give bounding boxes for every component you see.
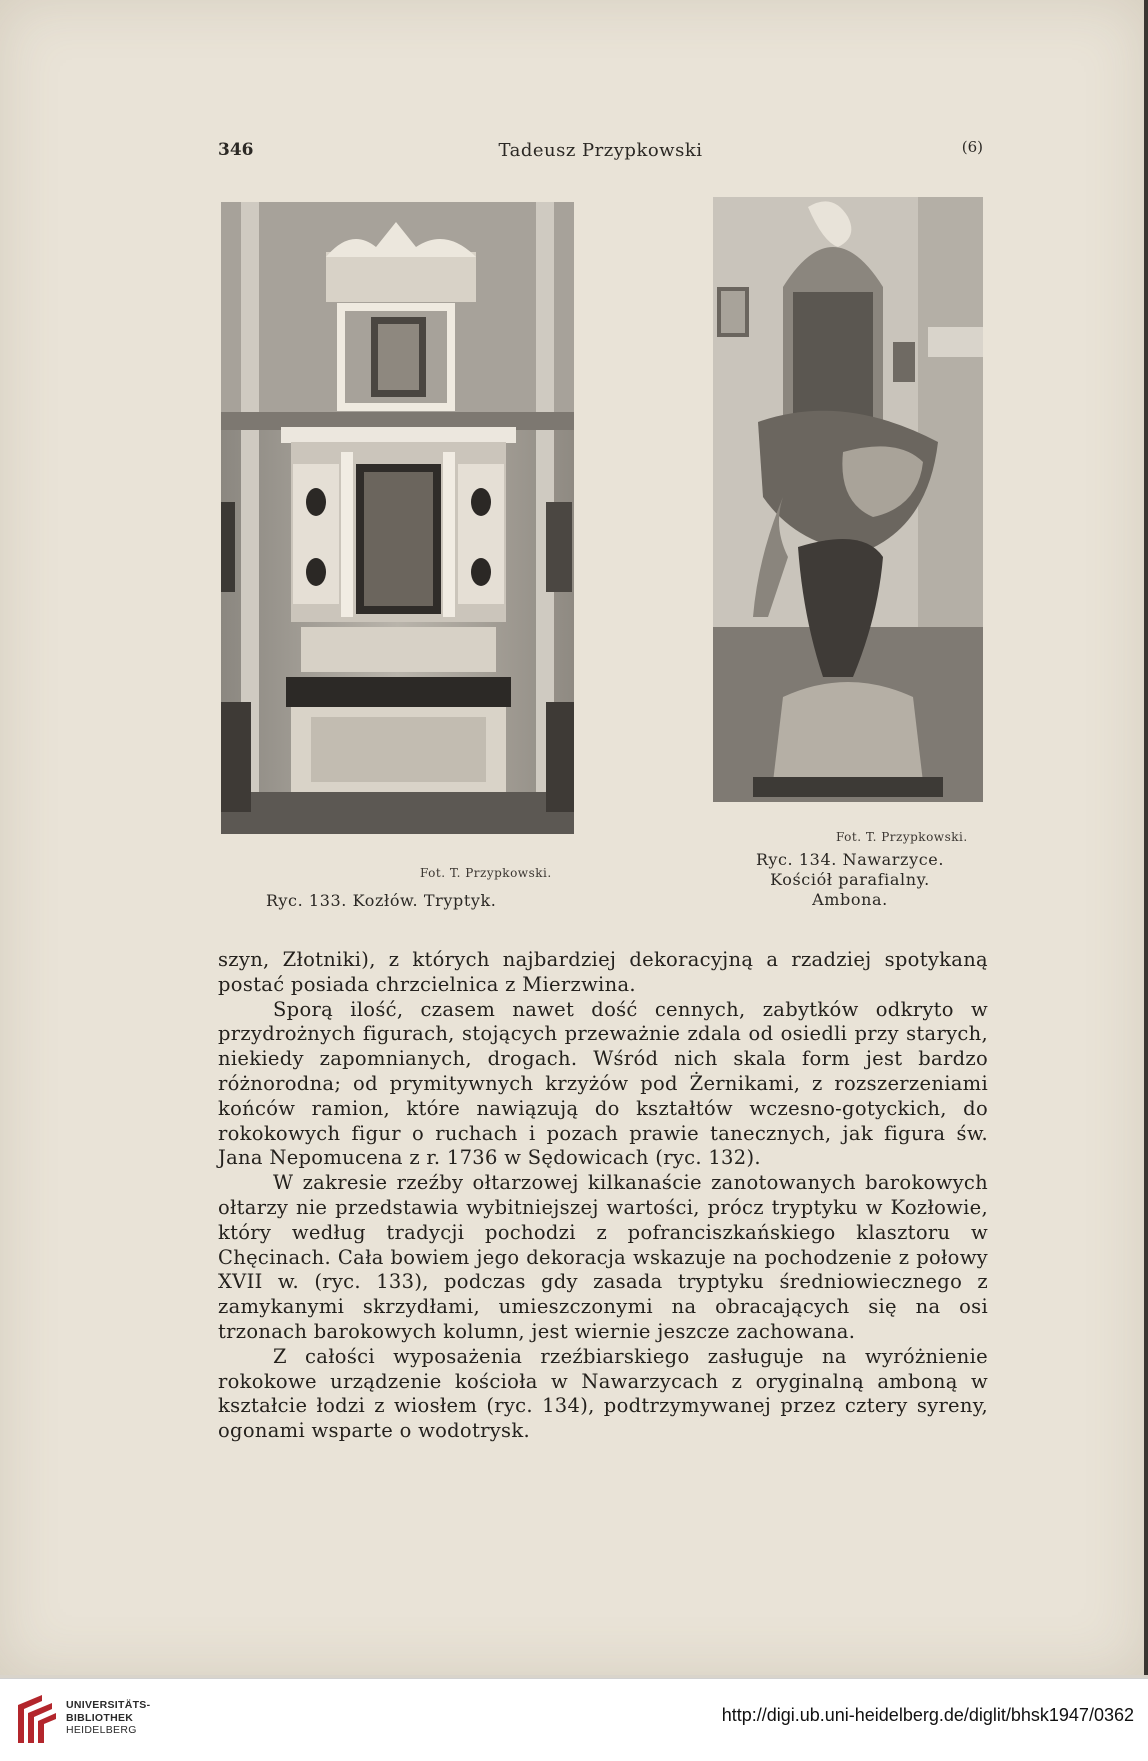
- figure-caption-133: Ryc. 133. Kozłów. Tryptyk.: [266, 891, 497, 910]
- paragraph-2: Sporą ilość, czasem nawet dość cennych, zabytków odkryto w przydrożnych figurach, stojących przeważnie zdala od osiedli przy starych, niekiedy zapomnianych, drogach. Wśród nich skala form jest bardzo różnorodna; od prymitywnych krzyżów pod Żernikami, z rozszerzeniami końców ramion, które nawiązują do kształtów wczesno-gotyckich, do rokokowych figur o ruchach i pozach prawie tanecznych, jak figura św. Jana Nepomucena z r. 1736 w Sędowicach (ryc. 132).: [218, 997, 988, 1170]
- running-title: Tadeusz Przypkowski: [498, 140, 703, 161]
- photo-triptych-kozlow: [221, 202, 574, 834]
- paragraph-4: Z całości wyposażenia rzeźbiarskiego zasługuje na wyróżnienie rokokowe urządzenie kościoła w Nawarzycach z oryginalną amboną w kształcie łodzi z wiosłem (ryc. 134), podtrzymywanej przez cztery syreny, ogonami wsparte o wodotrysk.: [218, 1344, 988, 1443]
- triptych-photo-art: [221, 202, 574, 834]
- paragraph-1: szyn, Złotniki), z których najbardziej dekoracyjną a rzadziej spotykaną postać posiada chrzcielnica z Mierzwina.: [218, 948, 988, 996]
- body-text: [218, 948, 988, 1444]
- caption-134-line-3: Ambona.: [812, 890, 888, 909]
- photo-credit-134: Fot. T. Przypkowski.: [836, 830, 968, 844]
- page-number: 346: [218, 140, 254, 160]
- photo-pulpit-nawarzyce: [713, 197, 983, 802]
- library-name: UNIVERSITÄTS- BIBLIOTHEK HEIDELBERG: [66, 1699, 151, 1736]
- permalink-url[interactable]: http://digi.ub.uni-heidelberg.de/diglit/bhsk1947/0362: [721, 1705, 1134, 1725]
- running-head: [218, 140, 983, 166]
- figure-caption-134: [735, 850, 965, 910]
- pulpit-photo-art: [713, 197, 983, 802]
- paragraph-3: W zakresie rzeźby ołtarzowej kilkanaście zanotowanych barokowych ołtarzy nie przedstawia wybitniejszej wartości, prócz tryptyku w Kozłowie, który według tradycji pochodzi z pofranciszkańskiego klasztoru w Chęcinach. Cała bowiem jego dekoracja wskazuje na pochodzenie z połowy XVII w. (ryc. 133), podczas gdy zasada tryptyku średniowiecznego z zamykanymi skrzydłami, umieszczonymi na obracających się na osi trzonach barokowych kolumn, jest wiernie jeszcze zachowana.: [218, 1171, 988, 1343]
- signature-mark: (6): [961, 138, 983, 156]
- library-logo-icon: [12, 1691, 60, 1747]
- photo-credit-133: Fot. T. Przypkowski.: [420, 866, 552, 880]
- library-footer: [0, 1678, 1148, 1761]
- caption-134-line-2: Kościół parafialny.: [770, 870, 930, 889]
- caption-134-line-1: Ryc. 134. Nawarzyce.: [755, 850, 945, 869]
- page-edge: [1144, 0, 1148, 1675]
